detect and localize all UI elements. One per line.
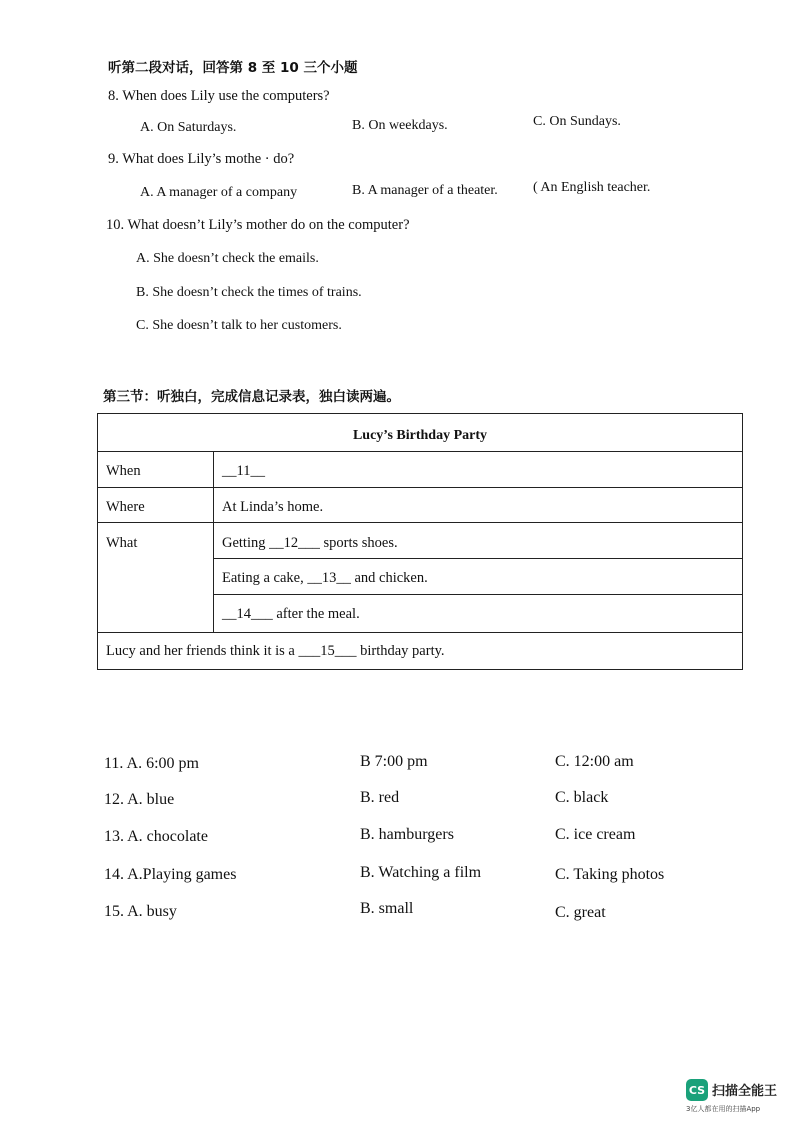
- table-rule: [213, 451, 214, 632]
- table-where-label: Where: [106, 499, 145, 515]
- answer-option: B. small: [360, 900, 414, 917]
- answer-option: 14. A.Playing games: [104, 866, 237, 883]
- question-8-option-b: B. On weekdays.: [352, 118, 448, 133]
- table-rule: [213, 558, 743, 559]
- section3-heading: 第三节：听独白，完成信息记录表，独白读两遍。: [103, 389, 400, 405]
- watermark-name: 扫描全能王: [712, 1084, 778, 1099]
- question-8-option-c: C. On Sundays.: [533, 114, 621, 129]
- table-what-label: What: [106, 535, 138, 551]
- table-footer-row: Lucy and her friends think it is a ___15___ birthday party.: [106, 643, 445, 659]
- table-rule: [97, 522, 743, 523]
- question-10-option-a: A. She doesn’t check the emails.: [136, 251, 319, 266]
- question-8-option-a: A. On Saturdays.: [140, 120, 237, 135]
- question-8-stem: 8. When does Lily use the computers?: [108, 88, 330, 104]
- table-what-value: Getting __12___ sports shoes.: [222, 535, 398, 551]
- watermark-tagline: 3亿人都在用的扫描App: [686, 1105, 761, 1113]
- question-9-stem: 9. What does Lily’s mothe · do?: [108, 151, 295, 167]
- answer-option: B. Watching a film: [360, 864, 482, 881]
- table-what-value: Eating a cake, __13__ and chicken.: [222, 570, 428, 586]
- table-what-value: __14___ after the meal.: [222, 606, 360, 622]
- answer-option: C. black: [555, 789, 609, 806]
- table-rule: [213, 594, 743, 595]
- table-rule: [97, 632, 743, 633]
- camscanner-logo-icon: CS: [686, 1079, 708, 1101]
- answer-option: 12. A. blue: [104, 791, 175, 808]
- answer-option: 11. A. 6:00 pm: [104, 755, 199, 772]
- question-9-option-c: ( An English teacher.: [533, 180, 651, 195]
- answer-option: C. ice cream: [555, 826, 636, 843]
- table-when-value: __11__: [222, 463, 265, 479]
- answer-option: B 7:00 pm: [360, 753, 428, 770]
- table-rule: [97, 487, 743, 488]
- answer-option: B. red: [360, 789, 400, 806]
- table-title: Lucy’s Birthday Party: [352, 428, 488, 443]
- answer-option: 13. A. chocolate: [104, 828, 208, 845]
- section2-heading: 听第二段对话，回答第 8 至 10 三个小题: [108, 60, 358, 76]
- question-10-option-b: B. She doesn’t check the times of trains.: [136, 285, 362, 300]
- question-10-stem: 10. What doesn’t Lily’s mother do on the computer?: [106, 217, 410, 233]
- table-rule: [97, 451, 743, 452]
- answer-option: 15. A. busy: [104, 903, 177, 920]
- answer-option: C. great: [555, 904, 606, 921]
- question-9-option-a: A. A manager of a company: [140, 185, 298, 200]
- answer-option: C. Taking photos: [555, 866, 665, 883]
- question-9-option-b: B. A manager of a theater.: [352, 183, 498, 198]
- answer-option: B. hamburgers: [360, 826, 454, 843]
- question-10-option-c: C. She doesn’t talk to her customers.: [136, 318, 342, 333]
- answer-option: C. 12:00 am: [555, 753, 634, 770]
- table-where-value: At Linda’s home.: [222, 499, 324, 515]
- table-when-label: When: [106, 463, 141, 479]
